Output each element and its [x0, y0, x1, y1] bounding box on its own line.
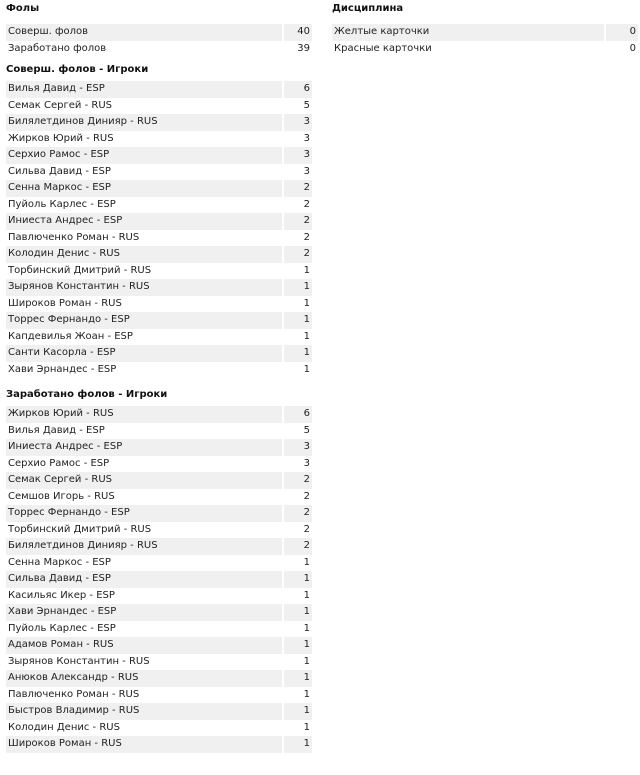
row-value: 2	[284, 246, 312, 263]
table-row	[6, 423, 312, 440]
row-value: 1	[284, 588, 312, 605]
row-label: Быстров Владимир - RUS	[6, 703, 282, 720]
row-value: 1	[284, 703, 312, 720]
row-value: 1	[284, 720, 312, 737]
table-row	[6, 555, 312, 572]
row-label: Зырянов Константин - RUS	[6, 654, 282, 671]
row-value: 2	[284, 197, 312, 214]
row-label: Сенна Маркос - ESP	[6, 180, 282, 197]
row-value: 5	[284, 98, 312, 115]
table-row	[6, 637, 312, 654]
row-label: Хави Эрнандес - ESP	[6, 362, 282, 379]
earned-table	[6, 406, 312, 753]
row-label: Торрес Фернандо - ESP	[6, 505, 282, 522]
row-value: 3	[284, 147, 312, 164]
row-value: 2	[284, 538, 312, 555]
table-row	[6, 472, 312, 489]
row-value: 2	[284, 180, 312, 197]
row-value: 1	[284, 345, 312, 362]
table-row	[6, 345, 312, 362]
row-value: 1	[284, 654, 312, 671]
row-value: 3	[284, 131, 312, 148]
table-row	[6, 147, 312, 164]
table-row	[6, 362, 312, 379]
row-label: Серхио Рамос - ESP	[6, 147, 282, 164]
row-label: Зырянов Константин - RUS	[6, 279, 282, 296]
row-label: Сенна Маркос - ESP	[6, 555, 282, 572]
row-label: Семшов Игорь - RUS	[6, 489, 282, 506]
row-label: Санти Касорла - ESP	[6, 345, 282, 362]
table-row	[6, 621, 312, 638]
row-label: Иниеста Андрес - ESP	[6, 439, 282, 456]
table-row	[6, 263, 312, 280]
row-value: 3	[284, 456, 312, 473]
row-value: 1	[284, 555, 312, 572]
table-row	[6, 296, 312, 313]
table-row	[6, 213, 312, 230]
row-label: Желтые карточки	[332, 24, 604, 41]
table-row	[6, 703, 312, 720]
row-value: 3	[284, 439, 312, 456]
row-label: Павлюченко Роман - RUS	[6, 230, 282, 247]
row-label: Торрес Фернандо - ESP	[6, 312, 282, 329]
row-value: 2	[284, 213, 312, 230]
row-value: 1	[284, 312, 312, 329]
row-value: 1	[284, 670, 312, 687]
table-row	[6, 98, 312, 115]
row-label: Семак Сергей - RUS	[6, 472, 282, 489]
table-row	[6, 279, 312, 296]
row-label: Анюков Александр - RUS	[6, 670, 282, 687]
row-label: Жирков Юрий - RUS	[6, 406, 282, 423]
row-value: 0	[606, 41, 638, 58]
row-value: 1	[284, 736, 312, 753]
row-label: Вилья Давид - ESP	[6, 423, 282, 440]
row-label: Торбинский Дмитрий - RUS	[6, 263, 282, 280]
row-label: Вилья Давид - ESP	[6, 81, 282, 98]
row-value: 3	[284, 164, 312, 181]
table-row	[6, 687, 312, 704]
table-row	[6, 670, 312, 687]
row-value: 1	[284, 571, 312, 588]
row-value: 2	[284, 522, 312, 539]
row-label: Широков Роман - RUS	[6, 296, 282, 313]
row-label: Жирков Юрий - RUS	[6, 131, 282, 148]
row-value: 1	[284, 637, 312, 654]
table-row	[332, 24, 638, 41]
row-label: Билялетдинов Динияр - RUS	[6, 114, 282, 131]
committed-title: Соверш. фолов - Игроки	[6, 64, 149, 75]
table-row	[6, 114, 312, 131]
table-row	[332, 41, 638, 58]
row-value: 1	[284, 279, 312, 296]
row-value: 1	[284, 296, 312, 313]
row-value: 1	[284, 687, 312, 704]
row-value: 1	[284, 362, 312, 379]
fouls-title: Фолы	[6, 3, 40, 14]
row-value: 2	[284, 230, 312, 247]
row-label: Иниеста Андрес - ESP	[6, 213, 282, 230]
row-value: 0	[606, 24, 638, 41]
table-row	[6, 246, 312, 263]
table-row	[6, 406, 312, 423]
discipline-title: Дисциплина	[332, 3, 404, 14]
row-value: 2	[284, 505, 312, 522]
row-value: 3	[284, 114, 312, 131]
left-column	[6, 0, 312, 753]
row-label: Касильяс Икер - ESP	[6, 588, 282, 605]
table-row	[6, 736, 312, 753]
table-row	[6, 439, 312, 456]
row-label: Широков Роман - RUS	[6, 736, 282, 753]
row-value: 6	[284, 81, 312, 98]
table-row	[6, 164, 312, 181]
earned-title: Заработано фолов - Игроки	[6, 389, 168, 400]
right-column	[332, 0, 638, 57]
table-row	[6, 41, 312, 58]
table-row	[6, 571, 312, 588]
row-value: 40	[284, 24, 312, 41]
table-row	[6, 720, 312, 737]
table-row	[6, 489, 312, 506]
row-value: 39	[284, 41, 312, 58]
row-value: 2	[284, 472, 312, 489]
row-label: Колодин Денис - RUS	[6, 720, 282, 737]
row-label: Торбинский Дмитрий - RUS	[6, 522, 282, 539]
table-row	[6, 604, 312, 621]
table-row	[6, 588, 312, 605]
row-label: Заработано фолов	[6, 41, 282, 58]
table-row	[6, 24, 312, 41]
row-value: 1	[284, 329, 312, 346]
row-label: Серхио Рамос - ESP	[6, 456, 282, 473]
row-label: Хави Эрнандес - ESP	[6, 604, 282, 621]
table-row	[6, 505, 312, 522]
row-label: Сильва Давид - ESP	[6, 164, 282, 181]
row-label: Адамов Роман - RUS	[6, 637, 282, 654]
row-value: 5	[284, 423, 312, 440]
discipline-table	[332, 24, 638, 57]
row-label: Красные карточки	[332, 41, 604, 58]
table-row	[6, 81, 312, 98]
row-value: 1	[284, 263, 312, 280]
row-label: Колодин Денис - RUS	[6, 246, 282, 263]
row-value: 2	[284, 489, 312, 506]
row-label: Капдевилья Жоан - ESP	[6, 329, 282, 346]
row-label: Семак Сергей - RUS	[6, 98, 282, 115]
table-row	[6, 456, 312, 473]
row-label: Павлюченко Роман - RUS	[6, 687, 282, 704]
row-label: Пуйоль Карлес - ESP	[6, 621, 282, 638]
row-value: 1	[284, 604, 312, 621]
table-row	[6, 329, 312, 346]
row-label: Соверш. фолов	[6, 24, 282, 41]
row-label: Пуйоль Карлес - ESP	[6, 197, 282, 214]
table-row	[6, 522, 312, 539]
row-value: 1	[284, 621, 312, 638]
table-row	[6, 230, 312, 247]
table-row	[6, 538, 312, 555]
row-label: Сильва Давид - ESP	[6, 571, 282, 588]
table-row	[6, 312, 312, 329]
table-row	[6, 654, 312, 671]
committed-table	[6, 81, 312, 378]
table-row	[6, 180, 312, 197]
table-row	[6, 131, 312, 148]
row-label: Билялетдинов Динияр - RUS	[6, 538, 282, 555]
row-value: 6	[284, 406, 312, 423]
fouls-table	[6, 24, 312, 57]
table-row	[6, 197, 312, 214]
